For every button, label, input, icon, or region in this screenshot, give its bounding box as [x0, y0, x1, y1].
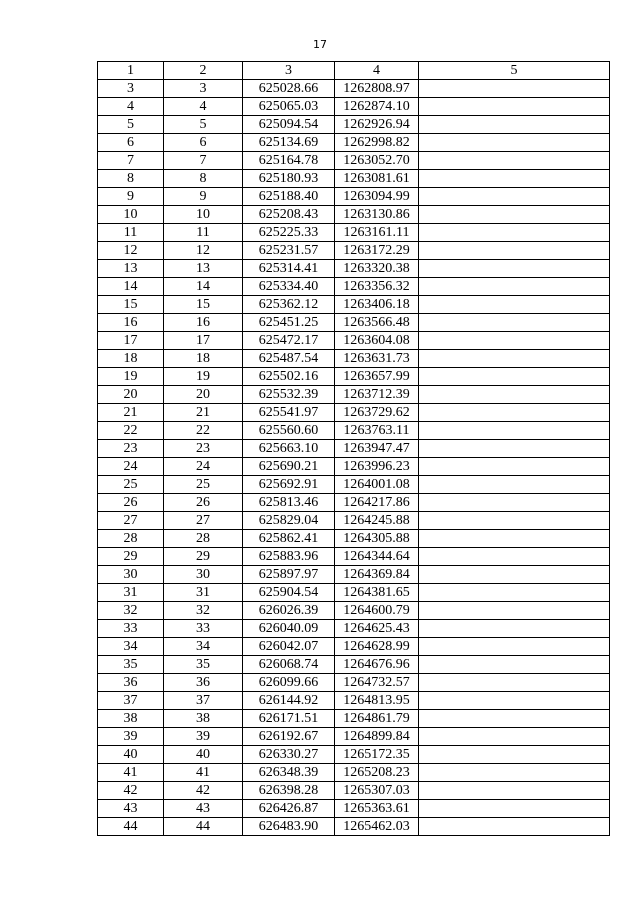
table-row	[98, 800, 610, 818]
table-cell-col-1: 35	[98, 656, 164, 674]
table-cell-col-1: 21	[98, 404, 164, 422]
table-cell-col-5	[419, 404, 610, 422]
table-cell-col-2: 32	[164, 602, 243, 620]
table-cell-col-1: 16	[98, 314, 164, 332]
column-header-1: 1	[98, 62, 164, 80]
table-cell-col-2: 27	[164, 512, 243, 530]
table-cell-col-3: 625502.16	[243, 368, 335, 386]
table-cell-col-5	[419, 602, 610, 620]
table-cell-col-3: 625164.78	[243, 152, 335, 170]
table-cell-col-3: 625225.33	[243, 224, 335, 242]
table-cell-col-3: 625560.60	[243, 422, 335, 440]
table-cell-col-3: 626099.66	[243, 674, 335, 692]
table-row	[98, 278, 610, 296]
table-cell-col-5	[419, 566, 610, 584]
table-cell-col-4: 1263631.73	[335, 350, 419, 368]
table-cell-col-5	[419, 764, 610, 782]
column-header-3: 3	[243, 62, 335, 80]
table-cell-col-2: 22	[164, 422, 243, 440]
table-cell-col-2: 18	[164, 350, 243, 368]
table-cell-col-4: 1264861.79	[335, 710, 419, 728]
table-cell-col-3: 625208.43	[243, 206, 335, 224]
table-cell-col-1: 4	[98, 98, 164, 116]
table-header-row	[98, 62, 610, 80]
column-header-4: 4	[335, 62, 419, 80]
table-cell-col-2: 21	[164, 404, 243, 422]
table-cell-col-2: 42	[164, 782, 243, 800]
table-cell-col-3: 625231.57	[243, 242, 335, 260]
table-cell-col-5	[419, 638, 610, 656]
table-row	[98, 260, 610, 278]
table-cell-col-1: 28	[98, 530, 164, 548]
table-row	[98, 242, 610, 260]
table-cell-col-5	[419, 98, 610, 116]
table-cell-col-5	[419, 530, 610, 548]
table-row	[98, 458, 610, 476]
table-row	[98, 296, 610, 314]
table-body	[98, 80, 610, 836]
table-cell-col-5	[419, 188, 610, 206]
table-cell-col-2: 15	[164, 296, 243, 314]
table-cell-col-1: 13	[98, 260, 164, 278]
table-cell-col-2: 14	[164, 278, 243, 296]
table-cell-col-3: 625897.97	[243, 566, 335, 584]
table-cell-col-2: 24	[164, 458, 243, 476]
table-cell-col-3: 625904.54	[243, 584, 335, 602]
table-cell-col-2: 8	[164, 170, 243, 188]
table-cell-col-4: 1264217.86	[335, 494, 419, 512]
table-cell-col-4: 1263081.61	[335, 170, 419, 188]
table-cell-col-2: 37	[164, 692, 243, 710]
table-cell-col-1: 20	[98, 386, 164, 404]
page-number: 17	[313, 38, 327, 51]
table-row	[98, 584, 610, 602]
table-cell-col-3: 626068.74	[243, 656, 335, 674]
table-cell-col-3: 625883.96	[243, 548, 335, 566]
table-cell-col-2: 29	[164, 548, 243, 566]
table-cell-col-4: 1263657.99	[335, 368, 419, 386]
table-cell-col-4: 1265462.03	[335, 818, 419, 836]
table-cell-col-1: 31	[98, 584, 164, 602]
table-row	[98, 620, 610, 638]
table-cell-col-4: 1264245.88	[335, 512, 419, 530]
table-cell-col-1: 11	[98, 224, 164, 242]
table-cell-col-5	[419, 170, 610, 188]
table-cell-col-1: 39	[98, 728, 164, 746]
table-cell-col-3: 626483.90	[243, 818, 335, 836]
table-cell-col-2: 28	[164, 530, 243, 548]
table-cell-col-5	[419, 368, 610, 386]
table-cell-col-2: 31	[164, 584, 243, 602]
table-cell-col-4: 1263947.47	[335, 440, 419, 458]
table-cell-col-4: 1265208.23	[335, 764, 419, 782]
table-cell-col-2: 25	[164, 476, 243, 494]
table-header	[98, 62, 610, 80]
column-header-5: 5	[419, 62, 610, 80]
table-cell-col-1: 33	[98, 620, 164, 638]
table-cell-col-1: 24	[98, 458, 164, 476]
table-cell-col-4: 1264305.88	[335, 530, 419, 548]
table-cell-col-4: 1264899.84	[335, 728, 419, 746]
table-cell-col-4: 1264369.84	[335, 566, 419, 584]
table-cell-col-2: 26	[164, 494, 243, 512]
table-cell-col-3: 625813.46	[243, 494, 335, 512]
table-row	[98, 764, 610, 782]
table-cell-col-2: 17	[164, 332, 243, 350]
table-cell-col-5	[419, 134, 610, 152]
table-cell-col-3: 625541.97	[243, 404, 335, 422]
table-cell-col-3: 625362.12	[243, 296, 335, 314]
table-cell-col-2: 43	[164, 800, 243, 818]
table-cell-col-5	[419, 350, 610, 368]
table-cell-col-1: 38	[98, 710, 164, 728]
table-cell-col-4: 1263320.38	[335, 260, 419, 278]
table-cell-col-1: 42	[98, 782, 164, 800]
table-row	[98, 818, 610, 836]
table-cell-col-4: 1265172.35	[335, 746, 419, 764]
table-cell-col-5	[419, 296, 610, 314]
column-header-2: 2	[164, 62, 243, 80]
table-cell-col-5	[419, 116, 610, 134]
table-cell-col-5	[419, 710, 610, 728]
table-cell-col-1: 17	[98, 332, 164, 350]
table-cell-col-4: 1263604.08	[335, 332, 419, 350]
table-cell-col-4: 1263566.48	[335, 314, 419, 332]
table-cell-col-2: 4	[164, 98, 243, 116]
table-cell-col-5	[419, 260, 610, 278]
table-cell-col-4: 1264381.65	[335, 584, 419, 602]
table-cell-col-5	[419, 440, 610, 458]
table-row	[98, 728, 610, 746]
table-cell-col-5	[419, 242, 610, 260]
table-cell-col-2: 44	[164, 818, 243, 836]
table-row	[98, 656, 610, 674]
table-cell-col-5	[419, 782, 610, 800]
table-row	[98, 152, 610, 170]
table-row	[98, 116, 610, 134]
table-cell-col-4: 1265307.03	[335, 782, 419, 800]
table-cell-col-2: 13	[164, 260, 243, 278]
table-cell-col-2: 19	[164, 368, 243, 386]
table-cell-col-1: 14	[98, 278, 164, 296]
table-row	[98, 548, 610, 566]
table-cell-col-3: 626398.28	[243, 782, 335, 800]
table-cell-col-2: 11	[164, 224, 243, 242]
table-row	[98, 332, 610, 350]
table-cell-col-5	[419, 818, 610, 836]
table-row	[98, 674, 610, 692]
table-cell-col-4: 1263763.11	[335, 422, 419, 440]
table-cell-col-3: 626171.51	[243, 710, 335, 728]
table-cell-col-2: 41	[164, 764, 243, 782]
table-cell-col-2: 36	[164, 674, 243, 692]
table-cell-col-5	[419, 152, 610, 170]
table-cell-col-4: 1263356.32	[335, 278, 419, 296]
table-cell-col-1: 36	[98, 674, 164, 692]
table-cell-col-4: 1263094.99	[335, 188, 419, 206]
table-cell-col-1: 27	[98, 512, 164, 530]
table-cell-col-3: 625862.41	[243, 530, 335, 548]
table-cell-col-1: 43	[98, 800, 164, 818]
table-row	[98, 692, 610, 710]
table-cell-col-5	[419, 728, 610, 746]
table-cell-col-5	[419, 548, 610, 566]
table-cell-col-5	[419, 458, 610, 476]
table-cell-col-4: 1264001.08	[335, 476, 419, 494]
table-row	[98, 134, 610, 152]
table-cell-col-1: 32	[98, 602, 164, 620]
table-cell-col-5	[419, 656, 610, 674]
table-cell-col-2: 9	[164, 188, 243, 206]
table-cell-col-5	[419, 746, 610, 764]
table-cell-col-3: 625065.03	[243, 98, 335, 116]
table-cell-col-4: 1264732.57	[335, 674, 419, 692]
table-cell-col-4: 1263161.11	[335, 224, 419, 242]
table-row	[98, 638, 610, 656]
table-cell-col-1: 3	[98, 80, 164, 98]
table-cell-col-4: 1264600.79	[335, 602, 419, 620]
table-row	[98, 350, 610, 368]
table-cell-col-3: 626042.07	[243, 638, 335, 656]
table-cell-col-5	[419, 674, 610, 692]
table-cell-col-1: 44	[98, 818, 164, 836]
table-row	[98, 386, 610, 404]
table-cell-col-1: 37	[98, 692, 164, 710]
table-cell-col-2: 30	[164, 566, 243, 584]
table-cell-col-4: 1262874.10	[335, 98, 419, 116]
table-cell-col-5	[419, 80, 610, 98]
table-cell-col-5	[419, 206, 610, 224]
table-cell-col-3: 625314.41	[243, 260, 335, 278]
table-cell-col-4: 1263712.39	[335, 386, 419, 404]
table-cell-col-4: 1264625.43	[335, 620, 419, 638]
table-cell-col-1: 15	[98, 296, 164, 314]
table-cell-col-2: 5	[164, 116, 243, 134]
table-cell-col-1: 30	[98, 566, 164, 584]
table-cell-col-5	[419, 620, 610, 638]
table-cell-col-3: 626348.39	[243, 764, 335, 782]
table-cell-col-1: 29	[98, 548, 164, 566]
table-cell-col-3: 626192.67	[243, 728, 335, 746]
table-cell-col-5	[419, 314, 610, 332]
table-cell-col-2: 38	[164, 710, 243, 728]
table-cell-col-3: 625180.93	[243, 170, 335, 188]
table-cell-col-1: 8	[98, 170, 164, 188]
table-row	[98, 440, 610, 458]
table-cell-col-1: 9	[98, 188, 164, 206]
table-cell-col-3: 626144.92	[243, 692, 335, 710]
table-cell-col-3: 625028.66	[243, 80, 335, 98]
table-row	[98, 494, 610, 512]
table-row	[98, 404, 610, 422]
table-cell-col-3: 625334.40	[243, 278, 335, 296]
table-cell-col-4: 1263729.62	[335, 404, 419, 422]
table-cell-col-5	[419, 476, 610, 494]
table-cell-col-5	[419, 224, 610, 242]
table-cell-col-2: 7	[164, 152, 243, 170]
table-cell-col-3: 625487.54	[243, 350, 335, 368]
table-cell-col-2: 16	[164, 314, 243, 332]
table-cell-col-3: 625692.91	[243, 476, 335, 494]
table-cell-col-1: 5	[98, 116, 164, 134]
table-cell-col-3: 626040.09	[243, 620, 335, 638]
table-cell-col-5	[419, 278, 610, 296]
table-cell-col-1: 22	[98, 422, 164, 440]
table-cell-col-1: 19	[98, 368, 164, 386]
table-cell-col-3: 625829.04	[243, 512, 335, 530]
table-cell-col-4: 1262926.94	[335, 116, 419, 134]
table-cell-col-3: 625094.54	[243, 116, 335, 134]
table-row	[98, 170, 610, 188]
table-cell-col-5	[419, 800, 610, 818]
table-cell-col-3: 625451.25	[243, 314, 335, 332]
table-cell-col-4: 1264676.96	[335, 656, 419, 674]
table-row	[98, 746, 610, 764]
table-cell-col-2: 39	[164, 728, 243, 746]
table-row	[98, 80, 610, 98]
table-cell-col-2: 35	[164, 656, 243, 674]
table-cell-col-1: 18	[98, 350, 164, 368]
table-cell-col-4: 1264813.95	[335, 692, 419, 710]
table-cell-col-4: 1262998.82	[335, 134, 419, 152]
table-cell-col-1: 40	[98, 746, 164, 764]
table-row	[98, 188, 610, 206]
table-cell-col-4: 1265363.61	[335, 800, 419, 818]
table-cell-col-4: 1262808.97	[335, 80, 419, 98]
table-row	[98, 368, 610, 386]
table-cell-col-3: 625188.40	[243, 188, 335, 206]
table-cell-col-5	[419, 494, 610, 512]
table-cell-col-4: 1264628.99	[335, 638, 419, 656]
table-row	[98, 782, 610, 800]
table-cell-col-2: 12	[164, 242, 243, 260]
table-cell-col-4: 1263172.29	[335, 242, 419, 260]
table-row	[98, 314, 610, 332]
table-cell-col-2: 6	[164, 134, 243, 152]
table-cell-col-2: 10	[164, 206, 243, 224]
table-cell-col-1: 6	[98, 134, 164, 152]
table-cell-col-1: 10	[98, 206, 164, 224]
table-row	[98, 224, 610, 242]
table-cell-col-1: 7	[98, 152, 164, 170]
table-cell-col-1: 25	[98, 476, 164, 494]
table-row	[98, 530, 610, 548]
table-cell-col-3: 625663.10	[243, 440, 335, 458]
table-cell-col-3: 625472.17	[243, 332, 335, 350]
table-row	[98, 206, 610, 224]
table-row	[98, 422, 610, 440]
table-cell-col-2: 23	[164, 440, 243, 458]
table-row	[98, 602, 610, 620]
table-cell-col-5	[419, 512, 610, 530]
table-cell-col-1: 26	[98, 494, 164, 512]
table-cell-col-3: 625532.39	[243, 386, 335, 404]
table-cell-col-1: 34	[98, 638, 164, 656]
table-cell-col-1: 41	[98, 764, 164, 782]
table-cell-col-2: 34	[164, 638, 243, 656]
table-row	[98, 476, 610, 494]
table-cell-col-4: 1263406.18	[335, 296, 419, 314]
table-row	[98, 512, 610, 530]
table-cell-col-2: 33	[164, 620, 243, 638]
table-cell-col-3: 626330.27	[243, 746, 335, 764]
table-cell-col-2: 3	[164, 80, 243, 98]
table-cell-col-1: 23	[98, 440, 164, 458]
table-cell-col-5	[419, 332, 610, 350]
table-cell-col-5	[419, 422, 610, 440]
table-row	[98, 710, 610, 728]
table-cell-col-3: 626426.87	[243, 800, 335, 818]
table-cell-col-3: 625690.21	[243, 458, 335, 476]
table-cell-col-4: 1264344.64	[335, 548, 419, 566]
table-cell-col-5	[419, 692, 610, 710]
table-cell-col-2: 20	[164, 386, 243, 404]
table-cell-col-3: 626026.39	[243, 602, 335, 620]
table-row	[98, 98, 610, 116]
table-cell-col-4: 1263130.86	[335, 206, 419, 224]
table-cell-col-2: 40	[164, 746, 243, 764]
table-row	[98, 566, 610, 584]
table-cell-col-4: 1263052.70	[335, 152, 419, 170]
table-cell-col-1: 12	[98, 242, 164, 260]
table-cell-col-3: 625134.69	[243, 134, 335, 152]
table-cell-col-5	[419, 584, 610, 602]
table-cell-col-4: 1263996.23	[335, 458, 419, 476]
table-cell-col-5	[419, 386, 610, 404]
coordinates-table	[97, 61, 610, 836]
